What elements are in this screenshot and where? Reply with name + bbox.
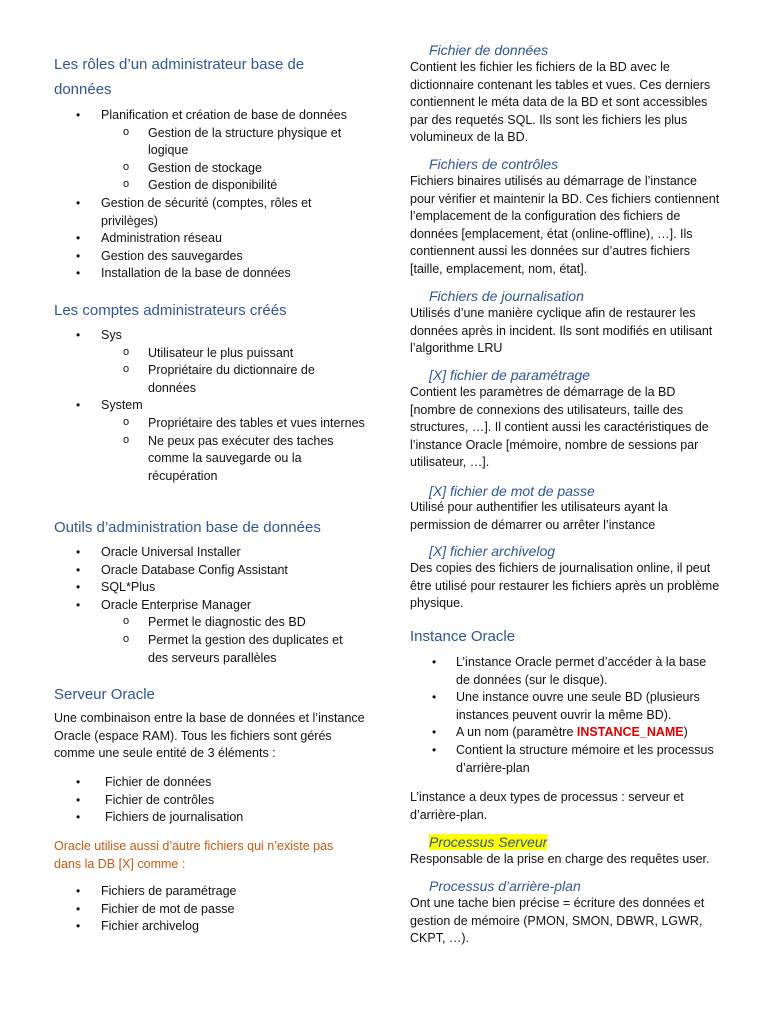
- heading-processus-serveur: Processus Serveur: [429, 834, 548, 850]
- list-item: o Propriétaire du dictionnaire de données: [101, 362, 366, 397]
- section-title-roles: Les rôles d’un administrateur base de données: [54, 56, 305, 98]
- list-item: • Oracle Enterprise Manager o Permet le diagnostic des BD o Permet la gestion des duplicates et des serveurs parallèles: [54, 597, 366, 667]
- list-item: • Fichier de données: [54, 774, 366, 792]
- list-item: • Administration réseau: [54, 230, 366, 248]
- instance-list-block: [410, 654, 722, 777]
- list-item: • Oracle Database Config Assistant: [54, 562, 366, 580]
- autres-list: [54, 883, 366, 936]
- list-item: o Permet le diagnostic des BD: [101, 614, 366, 632]
- paragraph-fichier-mot-de-passe: Utilisé pour authentifier les utilisateurs ayant la permission de démarrer ou arrêter l’instance: [410, 500, 668, 532]
- autres-list-block: [54, 883, 366, 936]
- list-item: • Installation de la base de données: [54, 265, 366, 283]
- instance-name-param: INSTANCE_NAME: [576, 725, 684, 740]
- list-item: • Fichiers de paramétrage: [54, 883, 366, 901]
- list-item: • Fichier archivelog: [54, 918, 366, 936]
- system-sublist: [101, 415, 366, 485]
- instance-list: [410, 654, 722, 777]
- list-item: o Utilisateur le plus puissant: [101, 345, 366, 363]
- heading-fichier-mot-de-passe: [X] fichier de mot de passe: [429, 483, 595, 499]
- outils-list-block: [54, 544, 366, 667]
- list-item: • Planification et création de base de données o Gestion de la structure physique et logique o Gestion de stockage o Gestion de disponibilité: [54, 107, 366, 195]
- list-item: • Sys o Utilisateur le plus puissant o Propriétaire du dictionnaire de données: [54, 327, 366, 397]
- sys-sublist: [101, 345, 366, 398]
- roles-list-block: [54, 107, 366, 283]
- oem-sublist: [101, 614, 366, 667]
- paragraph-fichiers-journalisation: Utilisés d’une manière cyclique afin de restaurer les données après in incident. Ils sont modifiés en utilisant l’algorithme LRU: [410, 306, 713, 356]
- list-item: • Une instance ouvre une seule BD (plusieurs instances peuvent ouvrir la même BD).: [410, 689, 722, 724]
- list-item: • Contient la structure mémoire et les processus d’arrière-plan: [410, 742, 722, 777]
- heading-fichier-parametrage: [X] fichier de paramétrage: [429, 367, 591, 383]
- paragraph-fichiers-controles: Fichiers binaires utilisés au démarrage de l’instance pour vérifier et maintenir la BD. Ces fichiers contiennent l’emplacement de la configuration des fichiers de données [emplacement, état (online-offline), …]. Ils contiennent aussi les données sur d’autres fichiers [taille, emplacement, nom, état].: [410, 174, 720, 276]
- comptes-list-block: [54, 327, 366, 485]
- serveur-list-block: [54, 774, 366, 827]
- paragraph-processus: L’instance a deux types de processus : serveur et d’arrière-plan.: [410, 790, 684, 822]
- roles-sublist: [101, 125, 366, 195]
- list-item: o Gestion de la structure physique et logique: [101, 125, 366, 160]
- serveur-list: [54, 774, 366, 827]
- list-item: • Fichier de mot de passe: [54, 901, 366, 919]
- list-item: • L’instance Oracle permet d’accéder à la base de données (sur le disque).: [410, 654, 722, 689]
- list-item: • Gestion de sécurité (comptes, rôles et privilèges): [54, 195, 366, 230]
- list-item: • Oracle Universal Installer: [54, 544, 366, 562]
- heading-processus-arriere-plan: Processus d’arrière-plan: [429, 878, 581, 894]
- heading-fichier-donnees: Fichier de données: [429, 42, 549, 58]
- section-title-comptes: Les comptes administrateurs créés: [54, 302, 287, 319]
- serveur-paragraph: Une combinaison entre la base de données et l’instance Oracle (espace RAM). Tous les fichiers sont gérés comme une seule entité de 3 éléments :: [54, 711, 365, 761]
- list-item: o Ne peux pas exécuter des taches comme la sauvegarde ou la récupération: [101, 433, 366, 486]
- paragraph-fichier-donnees: Contient les fichier les fichiers de la BD avec le dictionnaire contenant les tables et vues. Ces derniers contiennent le méta data de la BD et sont accessibles par des requetés SQL. Ils sont les fichiers les plus volumineux de la BD.: [410, 60, 711, 145]
- list-item: • A un nom (paramètre INSTANCE_NAME): [410, 724, 722, 742]
- section-title-instance: Instance Oracle: [410, 628, 516, 645]
- list-item: o Propriétaire des tables et vues internes: [101, 415, 366, 433]
- list-item: • Fichiers de journalisation: [54, 809, 366, 827]
- paragraph-fichier-archivelog: Des copies des fichiers de journalisation online, il peut être utilisé pour restaurer les fichiers après un problème physique.: [410, 561, 720, 611]
- roles-list: [54, 107, 366, 283]
- section-title-serveur: Serveur Oracle: [54, 686, 155, 703]
- heading-fichiers-controles: Fichiers de contrôles: [429, 156, 559, 172]
- autres-fichiers-note: Oracle utilise aussi d’autre fichiers qui n’existe pas dans la DB [X] comme :: [54, 839, 334, 871]
- paragraph-processus-arriere-plan: Ont une tache bien précise = écriture des données et gestion de mémoire (PMON, SMON, DBWR, LGWR, CKPT, …).: [410, 896, 705, 946]
- list-item: o Permet la gestion des duplicates et des serveurs parallèles: [101, 632, 366, 667]
- list-item: o Gestion de disponibilité: [101, 177, 366, 195]
- heading-fichier-archivelog: [X] fichier archivelog: [429, 543, 556, 559]
- list-item: • Fichier de contrôles: [54, 792, 366, 810]
- list-item: • Gestion des sauvegardes: [54, 248, 366, 266]
- heading-fichiers-journalisation: Fichiers de journalisation: [429, 288, 584, 304]
- comptes-list: [54, 327, 366, 485]
- paragraph-fichier-parametrage: Contient les paramètres de démarrage de la BD [nombre de connexions des utilisateurs, taille des structures, …]. Il contient aussi les caractéristiques de l’instance Oracle [mémoire, nombre de sessions par utilisateur, …].: [410, 385, 709, 470]
- list-item: • System o Propriétaire des tables et vues internes o Ne peux pas exécuter des taches comme la sauvegarde ou la récupération: [54, 397, 366, 485]
- outils-list: [54, 544, 366, 667]
- list-item: o Gestion de stockage: [101, 160, 366, 178]
- list-item: • SQL*Plus: [54, 579, 366, 597]
- paragraph-processus-serveur: Responsable de la prise en charge des requêtes user.: [410, 852, 710, 866]
- section-title-outils: Outils d’administration base de données: [54, 519, 321, 536]
